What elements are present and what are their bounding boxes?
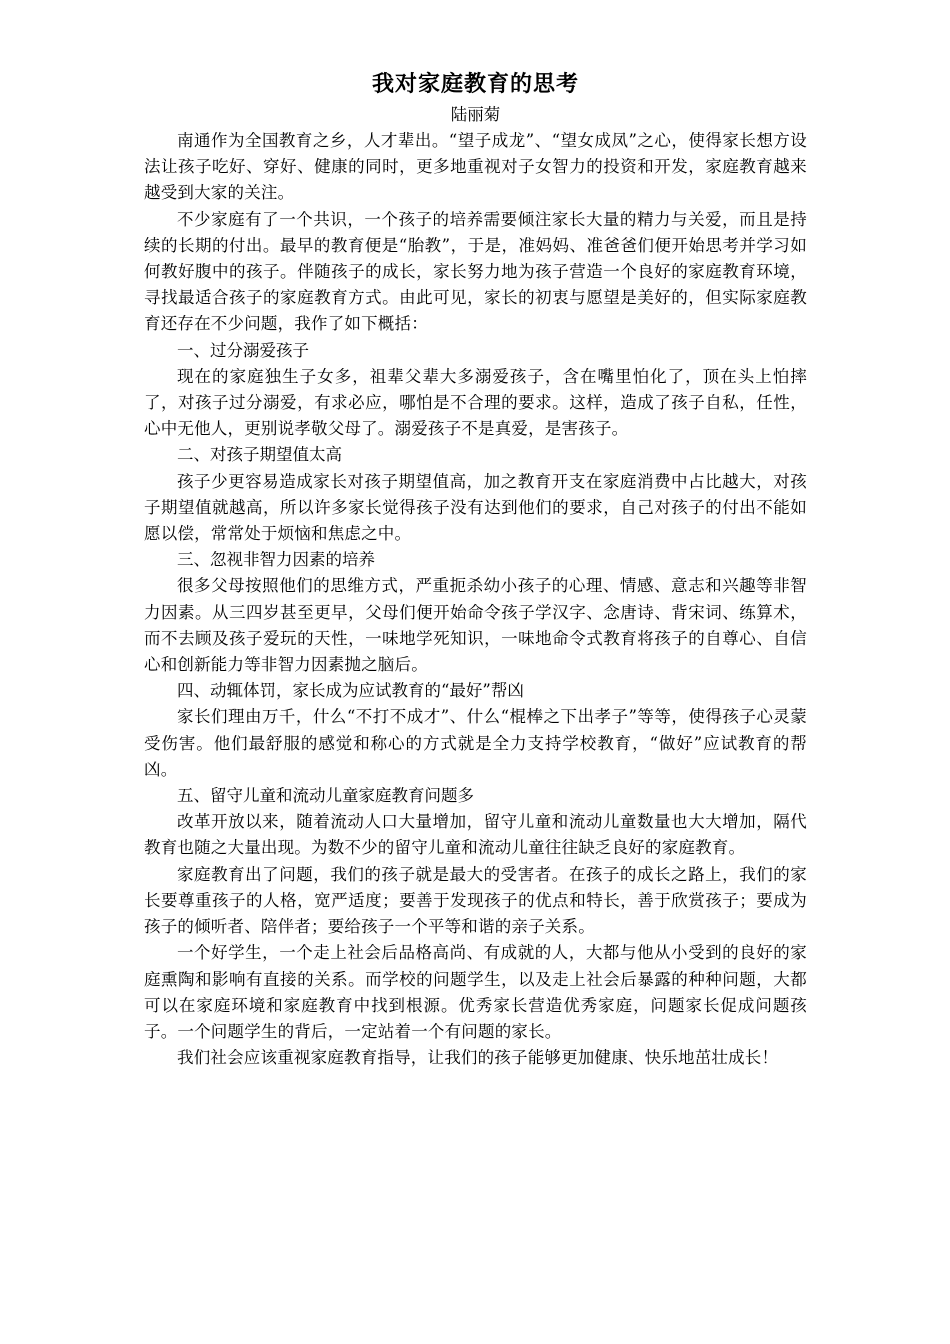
section-heading: 四、动辄体罚，家长成为应试教育的“最好”帮凶	[177, 681, 524, 701]
paragraph: 孩子少更容易造成家长对孩子期望值高，加之教育开支在家庭消费中占比越大，对孩子期望值就越高，所以许多家长觉得孩子没有达到他们的要求，自己对孩子的付出不能如愿以偿，常常处于烦恼和焦虑之中。	[144, 471, 807, 544]
section-heading: 一、过分溺爱孩子	[177, 340, 309, 360]
paragraph: 我们社会应该重视家庭教育指导，让我们的孩子能够更加健康、快乐地茁壮成长！	[177, 1048, 779, 1068]
paragraph: 很多父母按照他们的思维方式，严重扼杀幼小孩子的心理、情感、意志和兴趣等非智力因素。从三四岁甚至更早，父母们便开始命令孩子学汉字、念唐诗、背宋词、练算术，而不去顾及孩子爱玩的天性，一味地学死知识，一味地命令式教育将孩子的自尊心、自信心和创新能力等非智力因素抛之脑后。	[144, 576, 807, 675]
paragraph: 家长们理由万千，什么“不打不成才”、什么“棍棒之下出孝子”等等，使得孩子心灵蒙受伤害。他们最舒服的感觉和称心的方式就是全力支持学校教育，“做好”应试教育的帮凶。	[144, 707, 807, 779]
document-page	[144, 66, 807, 1071]
section-heading: 三、忽视非智力因素的培养	[177, 550, 375, 570]
paragraph: 一个好学生，一个走上社会后品格高尚、有成就的人，大都与他从小受到的良好的家庭熏陶和影响有直接的关系。而学校的问题学生，以及走上社会后暴露的种种问题，大都可以在家庭环境和家庭教育中找到根源。优秀家长营造优秀家庭，问题家长促成问题孩子。一个问题学生的背后，一定站着一个有问题的家长。	[144, 943, 807, 1041]
paragraph: 不少家庭有了一个共识，一个孩子的培养需要倾注家长大量的精力与关爱，而且是持续的长期的付出。最早的教育便是“胎教”，于是，准妈妈、准爸爸们便开始思考并学习如何教好腹中的孩子。伴随孩子的成长，家长努力地为孩子营造一个良好的家庭教育环境，寻找最适合孩子的家庭教育方式。由此可见，家长的初衷与愿望是美好的，但实际家庭教育还存在不少问题，我作了如下概括：	[144, 209, 807, 334]
section-heading: 五、留守儿童和流动儿童家庭教育问题多	[177, 786, 474, 806]
paragraph: 南通作为全国教育之乡，人才辈出。“望子成龙”、“望女成凤”之心，使得家长想方设法让孩子吃好、穿好、健康的同时，更多地重视对子女智力的投资和开发，家庭教育越来越受到大家的关注。	[144, 131, 807, 203]
paragraph: 家庭教育出了问题，我们的孩子就是最大的受害者。在孩子的成长之路上，我们的家长要尊重孩子的人格，宽严适度；要善于发现孩子的优点和特长，善于欣赏孩子；要成为孩子的倾听者、陪伴者；要给孩子一个平等和谐的亲子关系。	[144, 864, 807, 937]
document-author: 陆丽菊	[450, 105, 501, 124]
paragraph: 现在的家庭独生子女多，祖辈父辈大多溺爱孩子，含在嘴里怕化了，顶在头上怕摔了，对孩子过分溺爱，有求必应，哪怕是不合理的要求。这样，造成了孩子自私，任性，心中无他人，更别说孝敬父母了。溺爱孩子不是真爱，是害孩子。	[144, 366, 807, 439]
document-title: 我对家庭教育的思考	[371, 71, 579, 97]
section-heading: 二、对孩子期望值太高	[177, 445, 342, 465]
paragraph: 改革开放以来，随着流动人口大量增加，留守儿童和流动儿童数量也大大增加，隔代教育也随之大量出现。为数不少的留守儿童和流动儿童往往缺乏良好的家庭教育。	[144, 812, 807, 858]
